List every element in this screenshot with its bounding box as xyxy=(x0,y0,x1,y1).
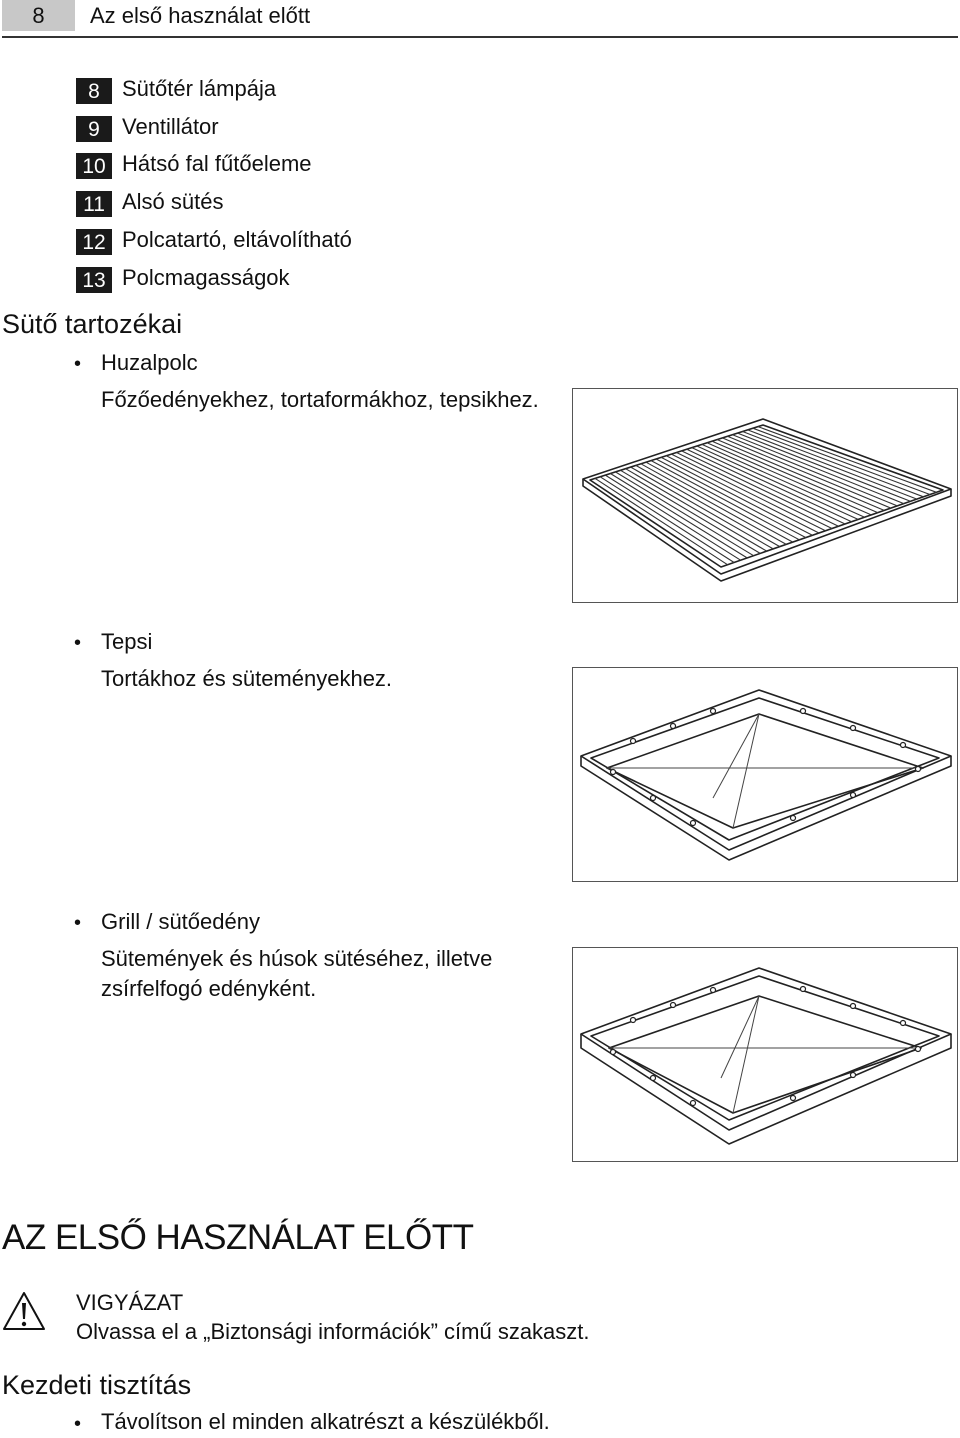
accessories-heading: Sütő tartozékai xyxy=(2,309,183,339)
legend-number-badge: 10 xyxy=(76,153,112,179)
legend-label: Polcatartó, eltávolítható xyxy=(122,227,352,252)
warning-triangle-icon xyxy=(2,1291,46,1331)
legend-number-badge: 12 xyxy=(76,229,112,255)
legend-label: Sütőtér lámpája xyxy=(122,76,277,101)
accessory-title: Grill / sütőedény xyxy=(101,909,260,934)
accessory-description: zsírfelfogó edényként. xyxy=(101,976,317,1001)
legend-label: Polcmagasságok xyxy=(122,265,290,290)
wire-shelf-illustration xyxy=(573,389,959,604)
bullet-glyph: • xyxy=(74,632,82,654)
accessory-description: Főzőedényekhez, tortaformákhoz, tepsikhez. xyxy=(101,387,539,412)
accessory-description: Sütemények és húsok sütéséhez, illetve xyxy=(101,946,493,971)
legend-label: Hátsó fal fűtőeleme xyxy=(122,151,312,176)
wire-shelf-figure xyxy=(572,388,958,603)
baking-tray-figure xyxy=(572,667,958,882)
grill-pan-illustration xyxy=(573,948,959,1163)
bullet-glyph: • xyxy=(74,353,82,375)
legend-number-badge: 8 xyxy=(76,78,112,104)
baking-tray-illustration xyxy=(573,668,959,883)
cleaning-step: Távolítson el minden alkatrészt a készülékből. xyxy=(101,1409,550,1434)
legend-number-badge: 11 xyxy=(76,191,112,217)
subsection-heading: Kezdeti tisztítás xyxy=(2,1370,192,1400)
section-title: AZ ELSŐ HASZNÁLAT ELŐTT xyxy=(2,1218,474,1257)
page-number: 8 xyxy=(2,0,75,31)
accessory-title: Tepsi xyxy=(101,629,153,654)
accessory-description: Tortákhoz és süteményekhez. xyxy=(101,666,393,691)
warning-title: VIGYÁZAT xyxy=(76,1290,184,1315)
warning-text: Olvassa el a „Biztonsági információk” című szakaszt. xyxy=(76,1319,590,1344)
legend-number-badge: 13 xyxy=(76,267,112,293)
grill-pan-figure xyxy=(572,947,958,1162)
bullet-glyph: • xyxy=(74,1413,82,1435)
legend-number-badge: 9 xyxy=(76,116,112,142)
header-title: Az első használat előtt xyxy=(90,3,311,28)
legend-label: Ventillátor xyxy=(122,114,219,139)
bullet-glyph: • xyxy=(74,912,82,934)
header-divider xyxy=(2,36,958,38)
legend-label: Alsó sütés xyxy=(122,189,224,214)
accessory-title: Huzalpolc xyxy=(101,350,198,375)
